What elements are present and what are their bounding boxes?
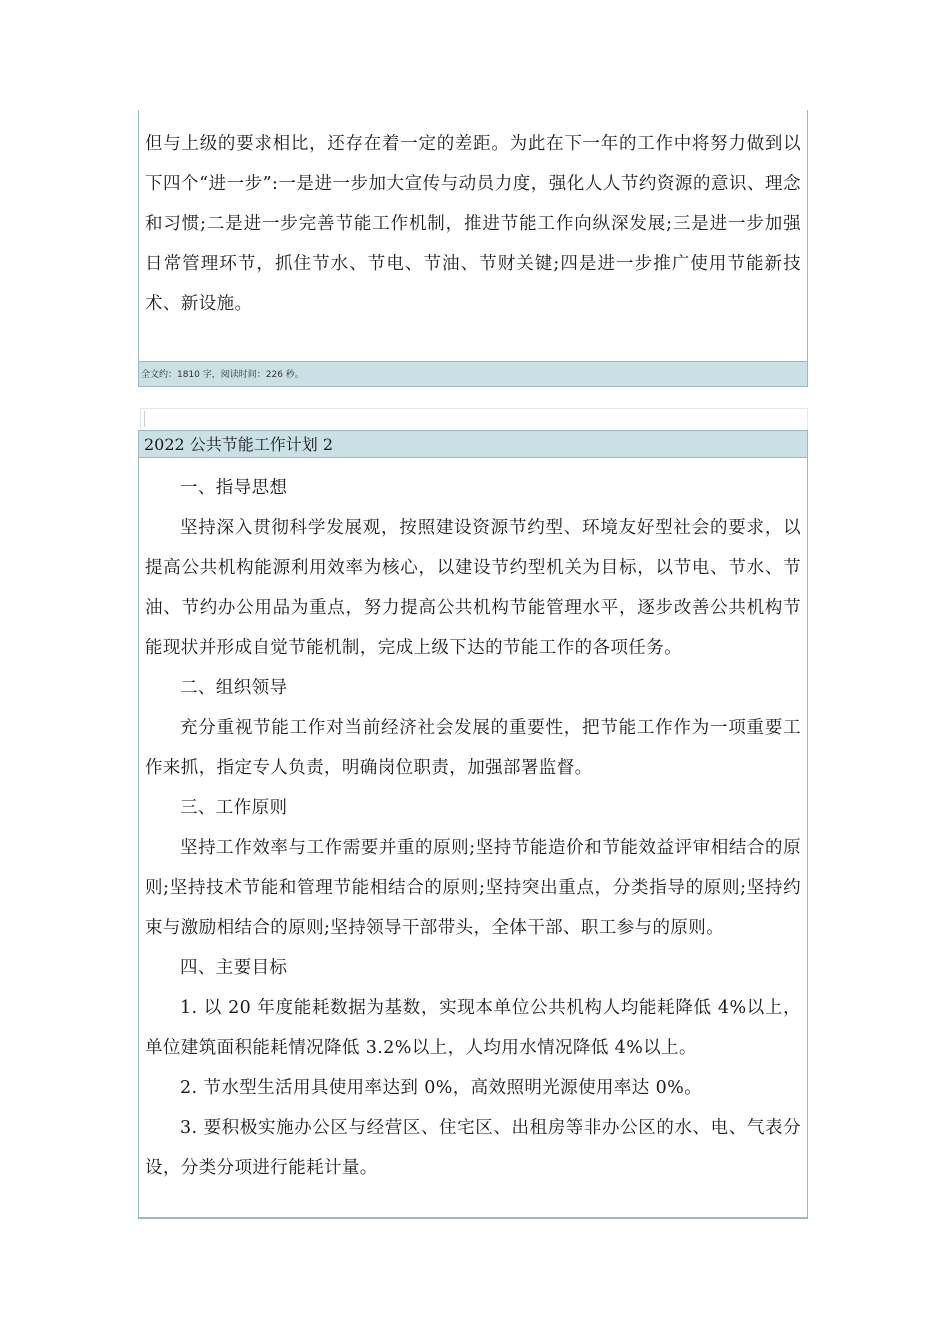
reading-stats-footer: 全文约：1810 字，阅读时间：226 秒。 [139,361,807,386]
previous-section-box [138,110,808,387]
goal-item: 1. 以 20 年度能耗数据为基数，实现本单位公共机构人均能耗降低 4%以上，单位建筑面积能耗情况降低 3.2%以上，人均用水情况降低 4%以上。 [145,998,801,1058]
paragraph: 但与上级的要求相比，还存在着一定的差距。为此在下一年的工作中将努力做到以下四个“进一步”:一是进一步加大宣传与动员力度，强化人人节约资源的意识、理念和习惯;二是进一步完善节能工作机制，推进节能工作向纵深发展;三是进一步加强日常管理环节，抓住节水、节电、节油、节财关键;四是进一步推广使用节能新技术、新设施。 [145,134,801,314]
paragraph: 坚持工作效率与工作需要并重的原则;坚持节能造价和节能效益评审相结合的原则;坚持技术节能和管理节能相结合的原则;坚持突出重点，分类指导的原则;坚持约束与激励相结合的原则;坚持领导干部带头，全体干部、职工参与的原则。 [145,838,801,938]
goal-item: 2. 节水型生活用具使用率达到 0%，高效照明光源使用率达 0%。 [180,1078,703,1098]
previous-section-content [139,110,807,324]
section-divider [140,408,808,431]
section-title: 2022 公共节能工作计划 2 [139,431,807,458]
paragraph: 坚持深入贯彻科学发展观，按照建设资源节约型、环境友好型社会的要求，以提高公共机构能源利用效率为核心，以建设节约型机关为目标，以节电、节水、节油、节约办公用品为重点，努力提高公共机构节能管理水平，逐步改善公共机构节能现状并形成自觉节能机制，完成上级下达的节能工作的各项任务。 [145,518,801,658]
divider-mark [144,411,145,427]
section-content [139,458,807,1188]
heading-main-goals: 四、主要目标 [180,958,288,978]
heading-principles: 三、工作原则 [180,798,288,818]
paragraph: 充分重视节能工作对当前经济社会发展的重要性，把节能工作作为一项重要工作来抓，指定专人负责，明确岗位职责，加强部署监督。 [145,718,801,778]
section-box [138,430,808,1219]
goal-item: 3. 要积极实施办公区与经营区、住宅区、出租房等非办公区的水、电、气表分设，分类分项进行能耗计量。 [145,1118,801,1178]
heading-guiding-ideology: 一、指导思想 [180,478,288,498]
heading-organization: 二、组织领导 [180,678,288,698]
